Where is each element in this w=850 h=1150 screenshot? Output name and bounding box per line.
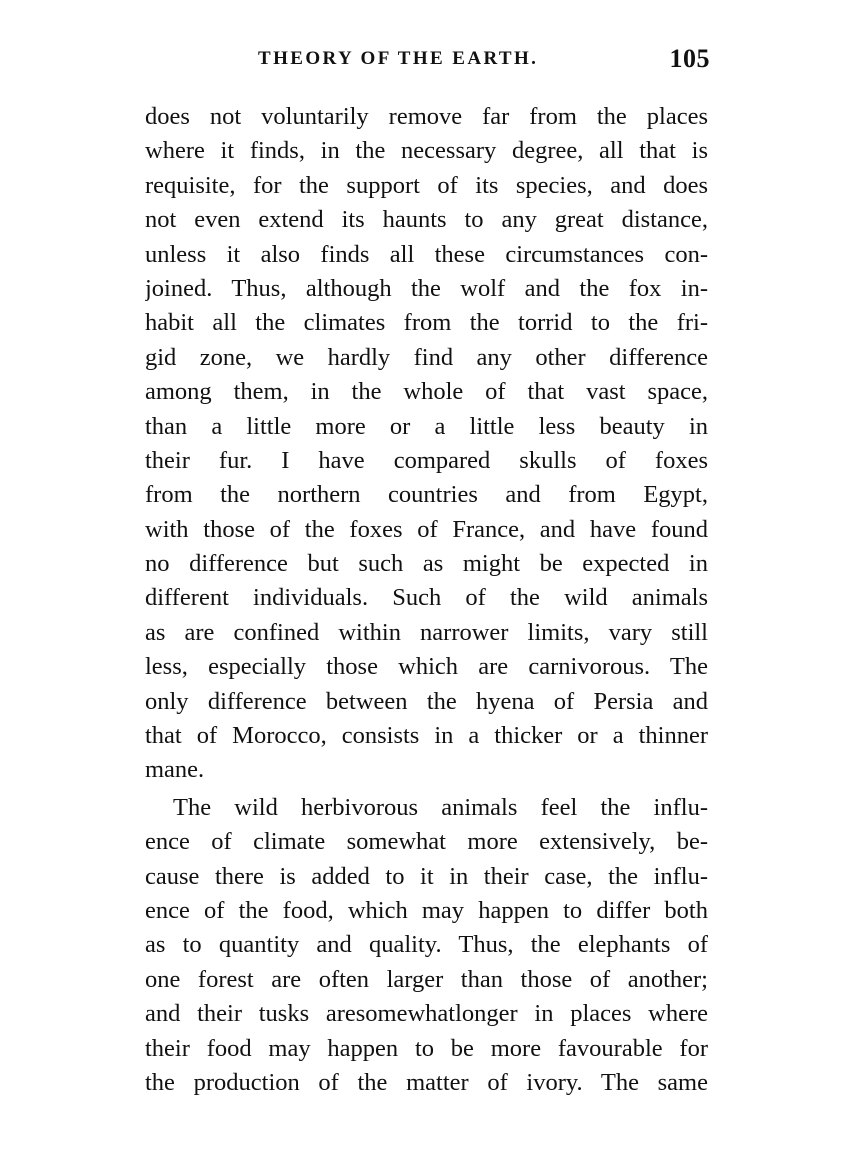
text-line: that of Morocco, consists in a thicker or a thinner [145,722,708,750]
text-line: than a little more or a little less beauty in [145,412,708,440]
text-line: unless it also finds all these circumstances con- [145,240,708,268]
text-line: different individuals. Such of the wild animals [145,584,708,612]
text-line: among them, in the whole of that vast space, [145,378,708,406]
text-line: cause there is added to it in their case, the influ- [145,862,708,890]
text-line: from the northern countries and from Egypt, [145,481,708,509]
paragraph [145,791,708,1101]
text-line: their food may happen to be more favourable for [145,1034,708,1062]
text-line: gid zone, we hardly find any other difference [145,343,708,371]
text-line: as are confined within narrower limits, vary still [145,618,708,646]
text-line: only difference between the hyena of Persia and [145,687,708,715]
text-line: less, especially those which are carnivorous. The [145,653,708,681]
body-text [145,100,708,1100]
text-line: as to quantity and quality. Thus, the elephants of [145,931,708,959]
text-line: ence of the food, which may happen to differ both [145,896,708,924]
paragraph [145,100,708,788]
running-head [145,46,710,78]
text-line: requisite, for the support of its species, and does [145,171,708,199]
text-line: one forest are often larger than those of another; [145,965,708,993]
text-line: the production of the matter of ivory. The same [145,1068,708,1096]
text-line: habit all the climates from the torrid to the fri- [145,309,708,337]
text-line: joined. Thus, although the wolf and the fox in- [145,274,708,302]
text-line: their fur. I have compared skulls of foxes [145,446,708,474]
text-line: The wild herbivorous animals feel the influ- [173,793,708,821]
text-line: mane. [145,756,205,784]
text-line: with those of the foxes of France, and have found [145,515,708,543]
text-line: not even extend its haunts to any great distance, [145,206,708,234]
text-line: where it finds, in the necessary degree, all that is [145,137,708,165]
text-line: and their tusks aresomewhatlonger in places where [145,1000,708,1028]
page-number: 105 [669,44,710,73]
text-line: ence of climate somewhat more extensively, be- [145,828,708,856]
text-line: no difference but such as might be expected in [145,550,708,578]
text-line: does not voluntarily remove far from the places [145,103,708,130]
running-title: THEORY OF THE EARTH. [258,48,539,69]
